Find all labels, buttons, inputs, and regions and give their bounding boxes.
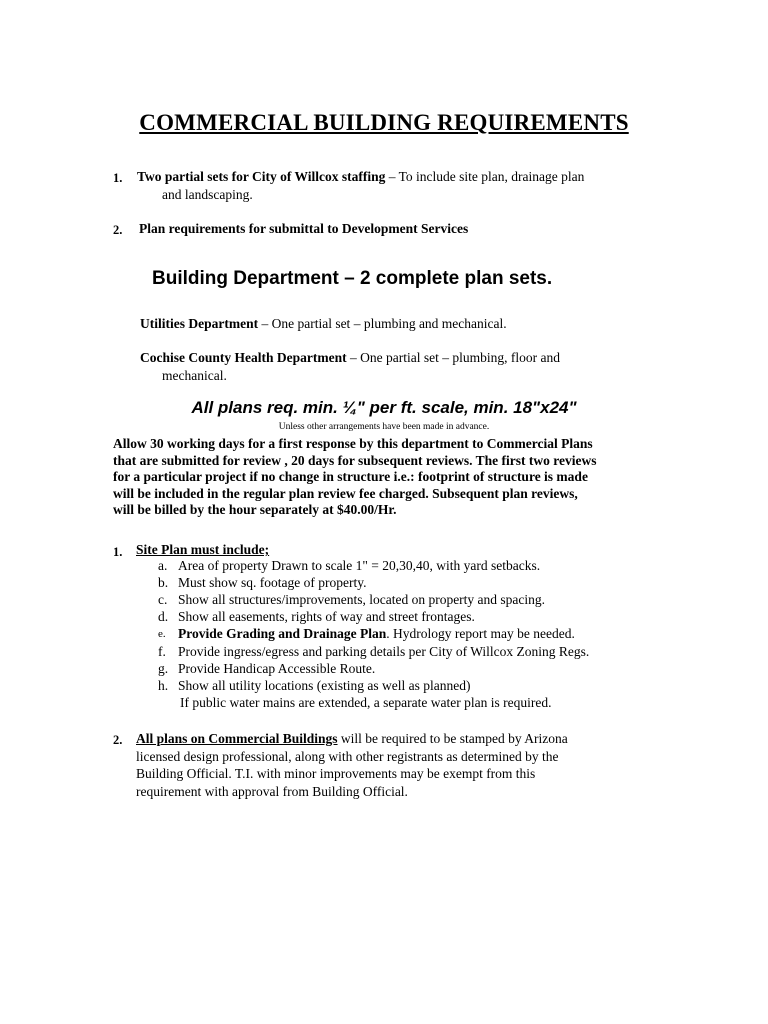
list-text: Provide ingress/egress and parking details per City of Willcox Zoning Regs. bbox=[178, 644, 590, 659]
review-line: will be included in the regular plan review fee charged. Subsequent plan reviews, bbox=[113, 485, 578, 501]
list-text-rest: . Hydrology report may be needed. bbox=[386, 626, 575, 641]
list-letter: c. bbox=[158, 592, 168, 607]
commercial-rest: will be required to be stamped by Arizona bbox=[337, 731, 568, 746]
list-letter: f. bbox=[158, 644, 166, 659]
list-text: Provide Handicap Accessible Route. bbox=[178, 661, 376, 676]
list-text-bold: Provide Grading and Drainage Plan bbox=[178, 626, 387, 641]
review-line: that are submitted for review , 20 days for subsequent reviews. The first two reviews bbox=[113, 452, 597, 468]
cochise-department bbox=[140, 349, 560, 367]
cochise-bold: Cochise County Health Department bbox=[140, 350, 347, 365]
list-item bbox=[158, 643, 589, 660]
utilities-bold: Utilities Department bbox=[140, 316, 259, 331]
item-staffing-bold: Two partial sets for City of Willcox staffing bbox=[137, 169, 386, 184]
list-item bbox=[158, 660, 589, 677]
commercial-first-line bbox=[136, 730, 568, 748]
review-line: Allow 30 working days for a first response by this department to Commercial Plans bbox=[113, 436, 593, 451]
list-item bbox=[158, 608, 589, 625]
review-line: for a particular project if no change in structure i.e.: footprint of structure is made bbox=[113, 469, 588, 484]
utilities-department bbox=[140, 315, 507, 333]
list-item bbox=[158, 574, 589, 591]
item-staffing bbox=[137, 168, 584, 186]
item-number: 1. bbox=[113, 171, 123, 185]
list-text: Show all easements, rights of way and street frontages. bbox=[178, 609, 475, 624]
list-text: Show all utility locations (existing as well as planned) bbox=[178, 678, 471, 693]
building-department-heading: Building Department – 2 complete plan sets. bbox=[152, 268, 553, 289]
item-staffing-cont: and landscaping. bbox=[162, 187, 253, 202]
list-letter: g. bbox=[158, 661, 169, 676]
list-text bbox=[178, 625, 575, 643]
commercial-heading: All plans on Commercial Buildings bbox=[136, 731, 338, 746]
list-item bbox=[158, 625, 589, 643]
list-text: Area of property Drawn to scale 1" = 20,30,40, with yard setbacks. bbox=[178, 558, 541, 573]
list-letter: h. bbox=[158, 678, 169, 693]
commercial-line: licensed design professional, along with other registrants as determined by the bbox=[136, 748, 559, 764]
cochise-rest: – One partial set – plumbing, floor and bbox=[346, 350, 560, 365]
advance-note: Unless other arrangements have been made in advance. bbox=[278, 422, 490, 432]
list-text: Show all structures/improvements, located on property and spacing. bbox=[178, 592, 546, 607]
list-letter: a. bbox=[158, 558, 168, 573]
list-letter: b. bbox=[158, 575, 169, 590]
item-plan-requirements: Plan requirements for submittal to Development Services bbox=[139, 221, 469, 236]
list-text: Must show sq. footage of property. bbox=[178, 575, 367, 590]
list-letter: d. bbox=[158, 609, 169, 624]
list-item bbox=[158, 557, 589, 574]
list-letter: e. bbox=[158, 628, 166, 640]
utilities-rest: – One partial set – plumbing and mechanical. bbox=[258, 316, 507, 331]
commercial-line: Building Official. T.I. with minor improvements may be exempt from this bbox=[136, 766, 536, 781]
list-item bbox=[158, 677, 589, 694]
water-main-note: If public water mains are extended, a separate water plan is required. bbox=[180, 695, 552, 710]
item-staffing-rest: – To include site plan, drainage plan bbox=[385, 169, 585, 184]
commercial-line: requirement with approval from Building Official. bbox=[136, 783, 408, 799]
section-number: 1. bbox=[113, 545, 123, 559]
plans-scale-requirement: All plans req. min. ¼" per ft. scale, min. 18"x24" bbox=[191, 398, 577, 417]
item-number: 2. bbox=[113, 223, 123, 237]
review-time-paragraph bbox=[113, 436, 673, 519]
section-number: 2. bbox=[113, 733, 123, 747]
review-line: will be billed by the hour separately at $40.00/Hr. bbox=[113, 502, 397, 517]
site-plan-list bbox=[158, 557, 589, 711]
list-item bbox=[158, 591, 589, 608]
page-title: COMMERCIAL BUILDING REQUIREMENTS bbox=[139, 110, 629, 135]
commercial-paragraph bbox=[136, 730, 568, 800]
site-plan-heading: Site Plan must include; bbox=[136, 542, 270, 557]
cochise-cont: mechanical. bbox=[162, 368, 227, 383]
